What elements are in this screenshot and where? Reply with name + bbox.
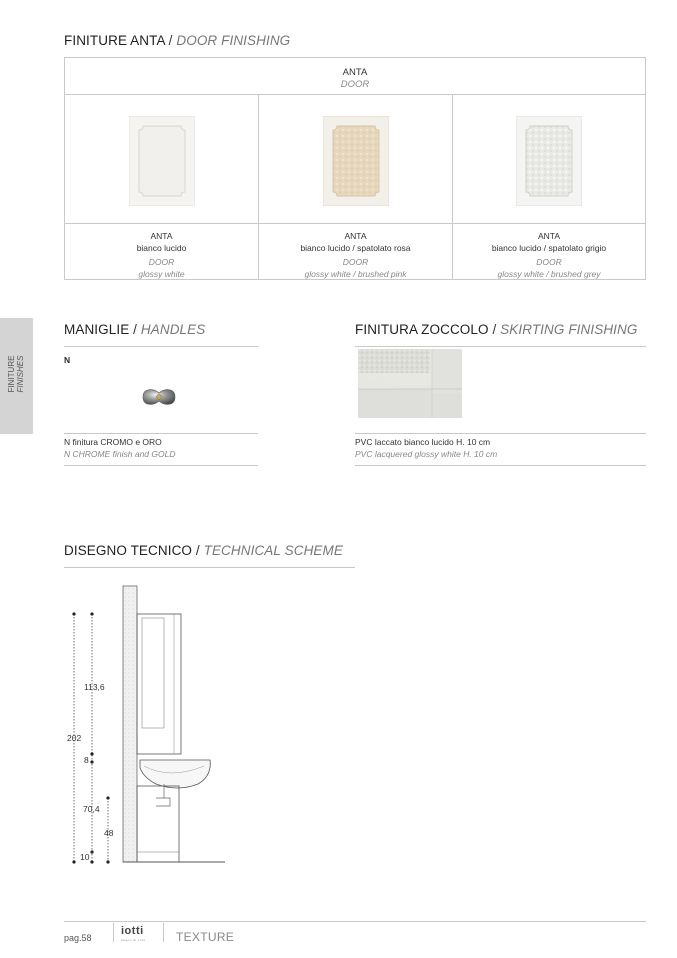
- divider: [64, 567, 355, 568]
- divider: [64, 465, 258, 466]
- side-tab-label: FINITURE FINISHES: [7, 355, 25, 393]
- handle-code: N: [64, 355, 71, 365]
- handles-title: MANIGLIE / HANDLES: [64, 322, 206, 337]
- door-caption: ANTA bianco lucido DOOR glossy white: [65, 223, 258, 279]
- technical-drawing: [60, 580, 240, 870]
- skirting-caption: PVC laccato bianco lucido H. 10 cm: [355, 437, 491, 447]
- technical-title: DISEGNO TECNICO / TECHNICAL SCHEME: [64, 543, 343, 558]
- dim-total: 202: [67, 733, 82, 743]
- brand-logo: iotti: [121, 925, 144, 937]
- footer-divider: [64, 921, 646, 922]
- handle-caption-en: N CHROME finish and GOLD: [64, 449, 176, 459]
- knob-handle-image: [139, 384, 179, 410]
- door-swatch-brushed-pink: [323, 116, 389, 206]
- divider: [64, 346, 258, 347]
- divider: [355, 346, 646, 347]
- skirting-image: [358, 349, 462, 418]
- divider: [64, 433, 258, 434]
- dim-gap: 8: [84, 755, 89, 765]
- door-finish-table: [64, 57, 646, 280]
- door-swatch-brushed-grey: [516, 116, 582, 206]
- door-option: [453, 94, 645, 279]
- dim-upper: 113,6: [84, 682, 105, 692]
- door-header-label-en: DOOR: [340, 79, 370, 90]
- skirting-title: FINITURA ZOCCOLO / SKIRTING FINISHING: [355, 322, 638, 337]
- door-table-header: [65, 58, 645, 95]
- divider: [355, 433, 646, 434]
- skirting-caption-en: PVC lacquered glossy white H. 10 cm: [355, 449, 498, 459]
- dim-drain: 48: [104, 828, 114, 838]
- dim-basin: 70,4: [83, 804, 100, 814]
- door-swatch-glossy-white: [129, 116, 195, 206]
- collection-name: TEXTURE: [176, 930, 235, 944]
- door-section-title: FINITURE ANTA / DOOR FINISHING: [64, 33, 291, 48]
- door-option: [259, 94, 453, 279]
- footer-separator: [113, 923, 114, 942]
- door-header-label: ANTA: [342, 67, 368, 78]
- footer-separator: [163, 923, 164, 942]
- dim-skirting: 10: [80, 852, 90, 862]
- door-caption: ANTA bianco lucido / spatolato rosa DOOR glossy white / brushed pink: [259, 223, 452, 279]
- door-caption: ANTA bianco lucido / spatolato grigio DOOR glossy white / brushed grey: [453, 223, 645, 279]
- divider: [355, 465, 646, 466]
- handle-caption: N finitura CROMO e ORO: [64, 437, 162, 447]
- page-number: pag.58: [64, 933, 92, 943]
- door-option: [65, 94, 259, 279]
- brand-tagline: bagno di stile: [121, 938, 146, 942]
